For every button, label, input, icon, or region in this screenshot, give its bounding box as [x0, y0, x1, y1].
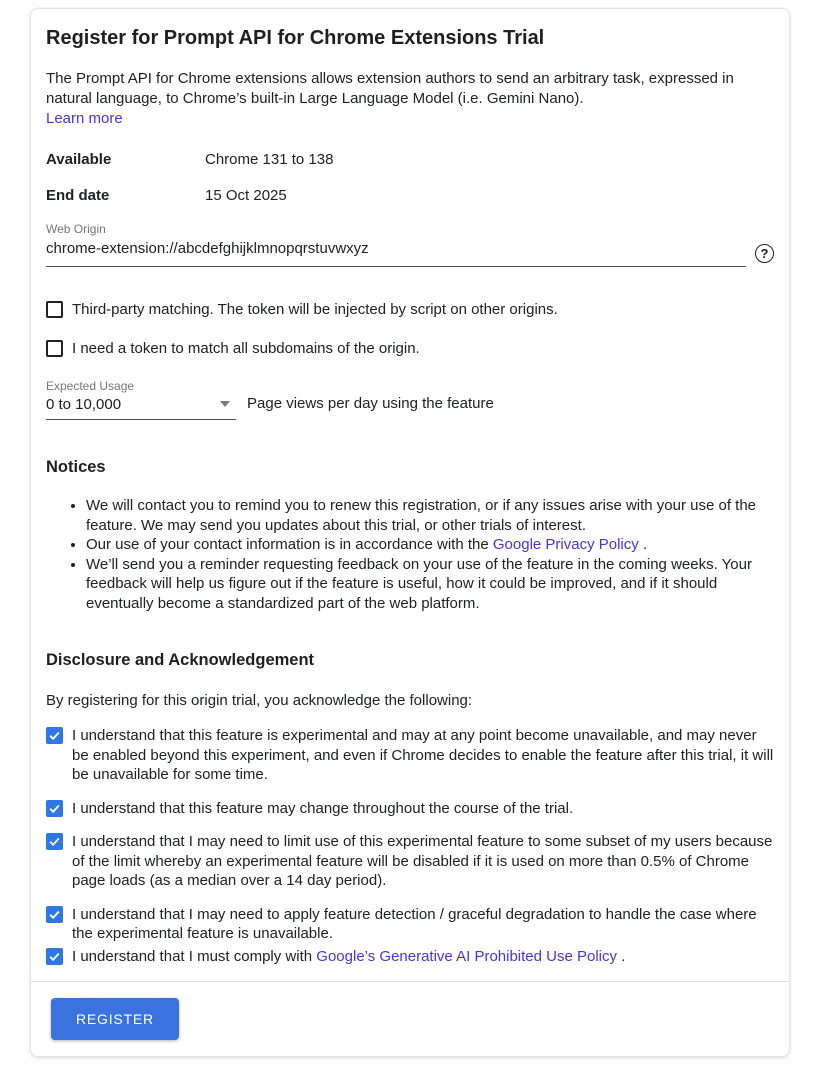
expected-usage-select[interactable] [46, 393, 236, 420]
subdomain-checkbox[interactable] [46, 340, 63, 357]
third-party-matching-option[interactable] [46, 300, 774, 320]
disclosure-heading: Disclosure and Acknowledgement [46, 651, 315, 669]
check-icon [48, 835, 61, 848]
ack-experimental-checkbox[interactable] [46, 727, 63, 744]
ack-detection-checkbox[interactable] [46, 906, 63, 923]
ack-policy-option[interactable] [46, 947, 774, 967]
notice-text: We’ll send you a reminder requesting feedback on your use of the feature in the coming weeks. Your feedback will help us figure out if the feature is useful, how it could be improved, and if it should eventually become a standardized part of the web platform. [86, 555, 752, 612]
third-party-label: Third-party matching. The token will be injected by script on other origins. [72, 301, 558, 318]
ack-change-label: I understand that this feature may change throughout the course of the trial. [72, 799, 574, 817]
check-icon [48, 908, 61, 921]
dropdown-arrow-icon [220, 401, 230, 407]
learn-more-link[interactable]: Learn more [46, 110, 123, 127]
prohibited-use-policy-link[interactable]: Google’s Generative AI Prohibited Use Policy [316, 947, 618, 965]
registration-card [30, 8, 790, 1057]
ack-policy-checkbox[interactable] [46, 948, 63, 965]
help-icon[interactable]: ? [755, 244, 774, 263]
third-party-checkbox[interactable] [46, 301, 63, 318]
ack-experimental-option[interactable] [46, 726, 774, 785]
subdomain-label: I need a token to match all subdomains of the origin. [72, 339, 420, 357]
available-label: Available [46, 151, 112, 168]
notice-text: Our use of your contact information is in accordance with the [86, 536, 489, 553]
check-icon [48, 729, 61, 742]
register-button[interactable]: REGISTER [51, 998, 179, 1040]
notices-heading: Notices [46, 458, 106, 476]
ack-change-option[interactable] [46, 799, 774, 819]
notice-item [86, 496, 774, 535]
notices-list [46, 496, 774, 613]
page-title: Register for Prompt API for Chrome Extensions Trial [46, 27, 545, 49]
notice-item [86, 555, 774, 614]
check-icon [48, 802, 61, 815]
ack-limit-option[interactable] [46, 832, 774, 891]
ack-limit-label: I understand that I may need to limit use of this experimental feature to some subset of my users because of the limit whereby an experimental feature will be disabled if it is used on more than 0.5% of Chrome page loads (as a median over a 14 day period). [72, 833, 773, 889]
subdomain-option[interactable] [46, 339, 774, 359]
privacy-policy-link[interactable]: Google Privacy Policy [492, 536, 639, 553]
disclosure-intro: By registering for this origin trial, you acknowledge the following: [46, 692, 473, 709]
ack-detection-label: I understand that I may need to apply feature detection / graceful degradation to handle the case where the experimental feature is unavailable. [72, 905, 757, 942]
ack-detection-option[interactable] [46, 905, 774, 944]
ack-experimental-label: I understand that this feature is experimental and may at any point become unavailable, and may never be enabled beyond this experiment, and even if Chrome decides to enable the feature after this trial, it will be unavailable for some time. [72, 727, 774, 783]
ack-limit-checkbox[interactable] [46, 833, 63, 850]
footer [46, 982, 774, 1056]
trial-description: The Prompt API for Chrome extensions allows extension authors to send an arbitrary task, expressed in natural language, to Chrome’s built-in Large Language Model (i.e. Gemini Nano). [46, 70, 734, 107]
expected-usage-label: Expected Usage [46, 379, 135, 393]
available-row [46, 150, 774, 169]
web-origin-field [46, 222, 774, 267]
ack-policy-label [72, 947, 625, 967]
web-origin-label: Web Origin [46, 222, 106, 236]
end-date-label: End date [46, 187, 110, 204]
end-date-row [46, 186, 774, 205]
expected-usage-hint: Page views per day using the feature [247, 395, 494, 412]
acknowledgement-list [46, 726, 774, 966]
check-icon [48, 950, 61, 963]
expected-usage-field [46, 379, 774, 420]
notice-text: . [642, 536, 648, 553]
expected-usage-value: 0 to 10,000 [46, 396, 122, 413]
available-value: Chrome 131 to 138 [205, 151, 334, 168]
end-date-value: 15 Oct 2025 [205, 187, 287, 204]
notice-item [86, 535, 774, 555]
ack-policy-text: I understand that I must comply with [72, 947, 313, 965]
ack-policy-text-after: . [621, 947, 626, 965]
notice-text: We will contact you to remind you to renew this registration, or if any issues arise with your use of the feature. We may send you updates about this trial, or other trials of interest. [86, 497, 757, 534]
web-origin-input[interactable] [46, 236, 746, 267]
ack-change-checkbox[interactable] [46, 800, 63, 817]
